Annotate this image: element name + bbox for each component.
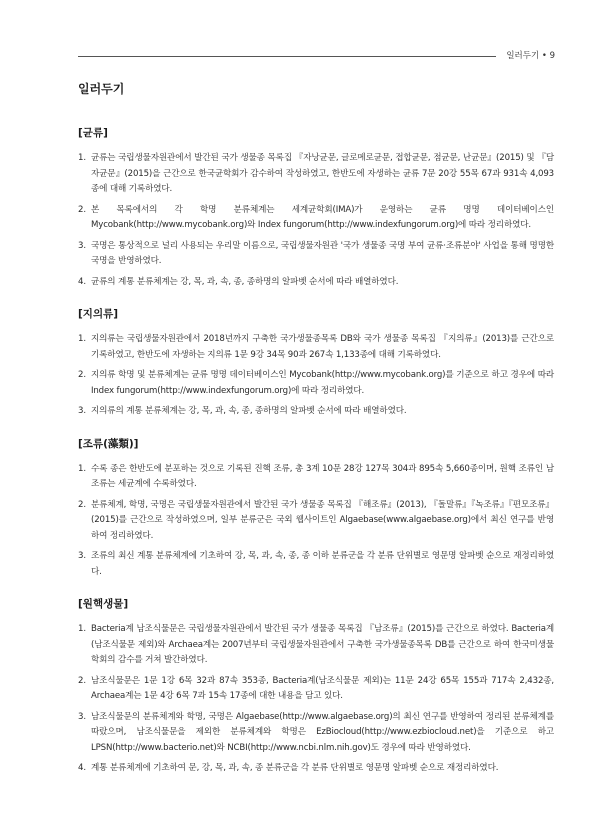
section-heading: [지의류] (78, 308, 119, 320)
item-text: 균류는 국립생물자원관에서 발간된 국가 생물종 목록집 『자낭균문, 글로메로균문, 접합균문, 점균문, 난균문』(2015) 및 『담자균문』(2015)을 근간으로 한국균학회가 감수하여 작성하였고, 한반도에 자생하는 균류 7문 20강 55목 67과 931속 4,093종에 대해 기록하였다. (91, 153, 554, 194)
list-item (78, 275, 554, 291)
list-item (78, 710, 554, 757)
item-number: 1. (78, 334, 86, 344)
section-heading: [원핵생물] (78, 598, 129, 610)
item-text: 수록 종은 한반도에 분포하는 것으로 기록된 진핵 조류, 총 3계 10문 28강 127목 304과 895속 5,660종이며, 원핵 조류인 남조류는 세균계에 수록하였다. (91, 463, 554, 489)
item-list (78, 462, 554, 581)
item-text: 조류의 최신 계통 분류체계에 기초하여 강, 목, 과, 속, 종, 종 이하 분류군을 각 분류 단위별로 영문명 알파벳 순으로 재정리하였다. (91, 551, 554, 577)
list-item (78, 549, 554, 580)
list-item (78, 151, 554, 198)
item-text: 지의류의 계통 분류체계는 강, 목, 과, 속, 종, 종하명의 알파벳 순서에 따라 배열하였다. (91, 406, 407, 416)
item-number: 3. (78, 240, 86, 251)
section-heading: [균류] (78, 127, 108, 139)
item-text: 분류체계, 학명, 국명은 국립생물자원관에서 발간된 국가 생물종 목록집 『해조류』(2013), 『돌말류』『녹조류』『편모조류』(2015)를 근간으로 작성하였으며, 일부 분류군은 국외 웹사이트인 Algaebase(www.algaebase.org)에서 최신 연구를 반영하여 정리하였다. (91, 499, 554, 541)
item-number: 3. (78, 551, 86, 561)
item-text: 국명은 통상적으로 널리 사용되는 우리말 이름으로, 국립생물자원관 '국가 생물종 국명 부여 균류·조류분야' 사업을 통해 명명한 국명을 반영하였다. (91, 240, 554, 266)
item-text: 본 목록에서의 각 학명 분류체계는 세계균학회(IMA)가 운영하는 균류 명명 데이터베이스인 Mycobank(http://www.mycobank.org)와 Index fungorum(http://www.indexfungorum.org)에 따라 정리하였다. (91, 204, 554, 230)
item-list (78, 151, 554, 290)
list-item (78, 239, 554, 270)
list-item (78, 332, 554, 363)
item-number: 3. (78, 406, 86, 416)
list-item (78, 203, 554, 234)
item-number: 2. (78, 675, 86, 686)
item-number: 2. (78, 204, 86, 215)
list-item (78, 622, 554, 669)
item-text: 남조식물문은 1문 1강 6목 32과 87속 353종, Bacteria계(남조식물문 제외)는 11문 24강 65목 155과 717속 2,432종, Archaea계는 1문 4강 6목 7과 15속 17종에 대한 내용을 담고 있다. (91, 675, 554, 701)
item-number: 2. (78, 499, 86, 510)
header-rule (78, 56, 496, 57)
item-text: 지의류 학명 및 분류체계는 균류 명명 데이터베이스인 Mycobank(http://www.mycobank.org)를 기준으로 하고 경우에 따라 Index fungorum(http://www.indexfungorum.org)에 따라 정리하였다. (91, 370, 554, 396)
section-algae (78, 436, 554, 581)
item-number: 1. (78, 153, 86, 163)
running-head: 일러두기 • 9 (506, 51, 555, 61)
list-item (78, 404, 554, 420)
list-item (78, 462, 554, 493)
item-text: 남조식물문의 분류체계와 학명, 국명은 Algaebase(http://www.algaebase.org)의 최신 연구를 반영하여 정리된 분류체계를 따랐으며, 남조식물문을 제외한 분류체계와 학명은 EzBiocloud(http://www.ezbiocloud.net)을 기준으로 하고 LPSN(http://www.bacterio.net)와 NCBI(http://www.ncbi.nlm.nih.gov)도 경우에 따라 반영하였다. (91, 711, 554, 753)
item-text: 균류의 계통 분류체계는 강, 목, 과, 속, 종, 종하명의 알파벳 순서에 따라 배열하였다. (91, 276, 399, 287)
item-text: 계통 분류체계에 기초하여 문, 강, 목, 과, 속, 종 분류군을 각 분류 단위별로 영문명 알파벳 순으로 재정리하였다. (91, 763, 499, 773)
section-lichens (78, 306, 554, 420)
list-item (78, 761, 554, 777)
section-heading: [조류(藻類)] (78, 437, 139, 450)
item-number: 4. (78, 276, 86, 287)
list-item (78, 498, 554, 545)
section-prokaryotes (78, 596, 554, 777)
list-item (78, 368, 554, 399)
list-item (78, 674, 554, 705)
item-number: 3. (78, 711, 86, 722)
item-list (78, 332, 554, 420)
section-fungi (78, 125, 554, 290)
item-text: Bacteria계 남조식물문은 국립생물자원관에서 발간된 국가 생물종 목록집 『남조류』(2015)를 근간으로 하였다. Bacteria계(남조식물문 제외)와 Archaea계는 2007년부터 국립생물자원관에서 구축한 국가생물종목록 DB를 근간으로 하여 한국미생물학회의 감수를 거쳐 발간하였다. (91, 624, 554, 665)
item-number: 4. (78, 763, 86, 773)
page-title: 일러두기 (78, 82, 125, 96)
item-text: 지의류는 국립생물자원관에서 2018년까지 구축한 국가생물종목록 DB와 국가 생물종 목록집 『지의류』(2013)를 근간으로 기록하였고, 한반도에 자생하는 지의류 1문 9강 34목 90과 267속 1,133종에 대해 기록하였다. (91, 334, 554, 360)
item-number: 1. (78, 463, 86, 474)
item-list (78, 622, 554, 777)
item-number: 2. (78, 370, 86, 380)
main-content (78, 125, 554, 791)
item-number: 1. (78, 624, 86, 634)
